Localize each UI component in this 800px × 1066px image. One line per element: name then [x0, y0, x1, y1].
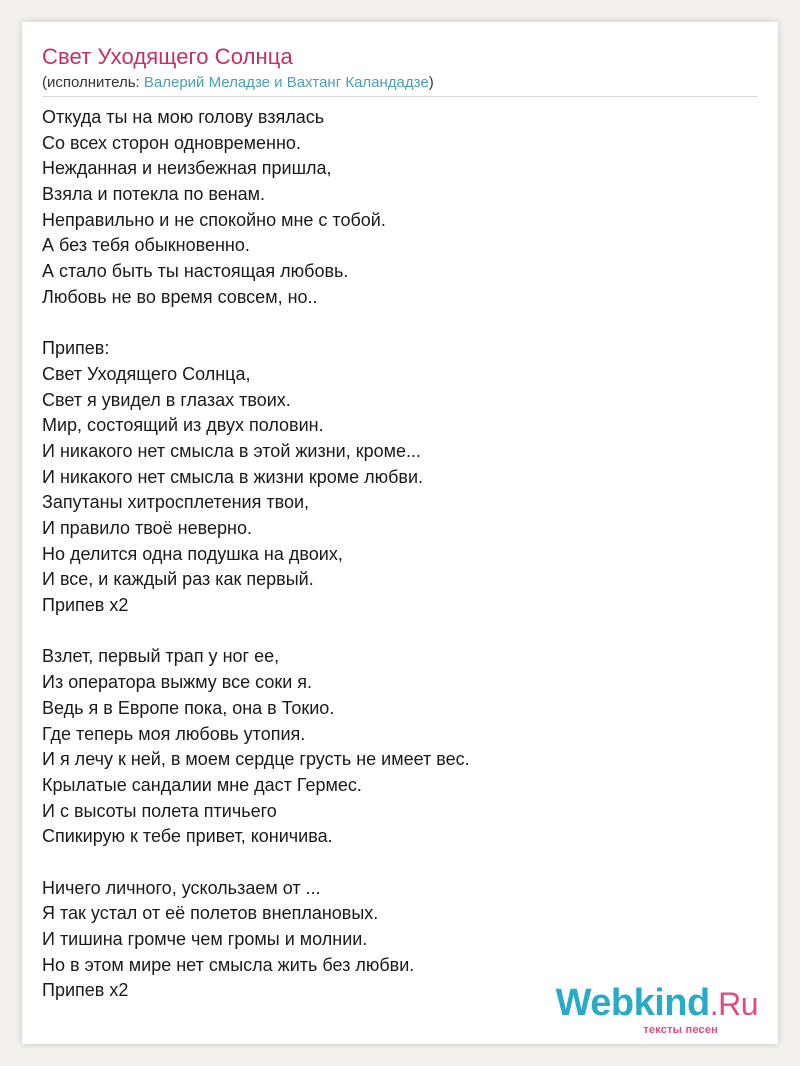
- lyric-line: И с высоты полета птичьего: [42, 800, 277, 821]
- lyric-line: И никакого нет смысла в этой жизни, кроме...: [42, 440, 422, 461]
- lyric-line: Крылатые сандалии мне даст Гермес.: [42, 774, 362, 795]
- logo-suffix: .Ru: [709, 986, 758, 1022]
- lyric-line: Я так устал от её полетов внеплановых.: [42, 903, 379, 924]
- lyric-line: Свет Уходящего Солнца,: [42, 363, 251, 384]
- lyrics-body: [42, 105, 742, 1004]
- lyric-line: Свет я увидел в глазах твоих.: [42, 389, 291, 410]
- lyric-line: Взлет, первый трап у ног ее,: [42, 646, 280, 667]
- webkind-logo[interactable]: [555, 982, 764, 1042]
- lyric-line: Нежданная и неизбежная пришла,: [42, 158, 332, 179]
- lyric-line: Любовь не во время совсем, но..: [42, 286, 318, 307]
- logo-wordmark: [556, 982, 758, 1025]
- stanza-gap: [42, 619, 742, 645]
- lyric-line: Взяла и потекла по венам.: [42, 184, 266, 205]
- lyric-line: Спикирую к тебе привет, коничива.: [42, 826, 333, 847]
- lyric-line: Ведь я в Европе пока, она в Токио.: [42, 697, 335, 718]
- lyric-line: Но делится одна подушка на двоих,: [42, 543, 343, 564]
- lyric-line: Мир, состоящий из двух половин.: [42, 415, 324, 436]
- lyric-line: А стало быть ты настоящая любовь.: [42, 261, 349, 282]
- logo-tagline: тексты песен: [643, 1024, 718, 1036]
- artist-line: [42, 74, 434, 91]
- lyric-line: Неправильно и не спокойно мне с тобой.: [42, 209, 386, 230]
- artist-prefix: (исполнитель:: [42, 74, 144, 91]
- lyric-line: Откуда ты на мою голову взялась: [42, 107, 325, 127]
- lyric-line: Но в этом мире нет смысла жить без любви.: [42, 954, 415, 975]
- lyric-line: Припев:: [42, 338, 110, 359]
- lyric-line: Со всех сторон одновременно.: [42, 132, 301, 153]
- header-divider: [42, 96, 758, 97]
- lyric-line: Припев x2: [42, 595, 129, 616]
- lyric-line: А без тебя обыкновенно.: [42, 235, 250, 256]
- artist-suffix: ): [428, 74, 434, 91]
- lyric-line: И правило твоё неверно.: [42, 518, 252, 538]
- lyric-line: Припев x2: [42, 980, 129, 1001]
- lyric-line: И я лечу к ней, в моем сердце грусть не имеет вес.: [42, 749, 470, 770]
- lyric-line: И никакого нет смысла в жизни кроме любви.: [42, 466, 424, 487]
- artist-link[interactable]: Валерий Меладзе и Вахтанг Каландадзе: [143, 74, 429, 91]
- lyric-line: Запутаны хитросплетения твои,: [42, 492, 310, 513]
- lyric-line: Из оператора выжму все соки я.: [42, 672, 313, 693]
- lyric-line: Где теперь моя любовь утопия.: [42, 723, 306, 744]
- lyric-line: И все, и каждый раз как первый.: [42, 569, 314, 590]
- song-title: Свет Уходящего Солнца: [42, 44, 293, 69]
- stanza-gap: [42, 850, 742, 876]
- lyric-line: Ничего личного, ускользаем от ...: [42, 877, 321, 898]
- stanza-gap: [42, 311, 742, 337]
- logo-main-text: Webkind: [555, 982, 710, 1024]
- lyric-line: И тишина громче чем громы и молнии.: [42, 929, 368, 949]
- lyrics-sheet: [22, 22, 778, 1044]
